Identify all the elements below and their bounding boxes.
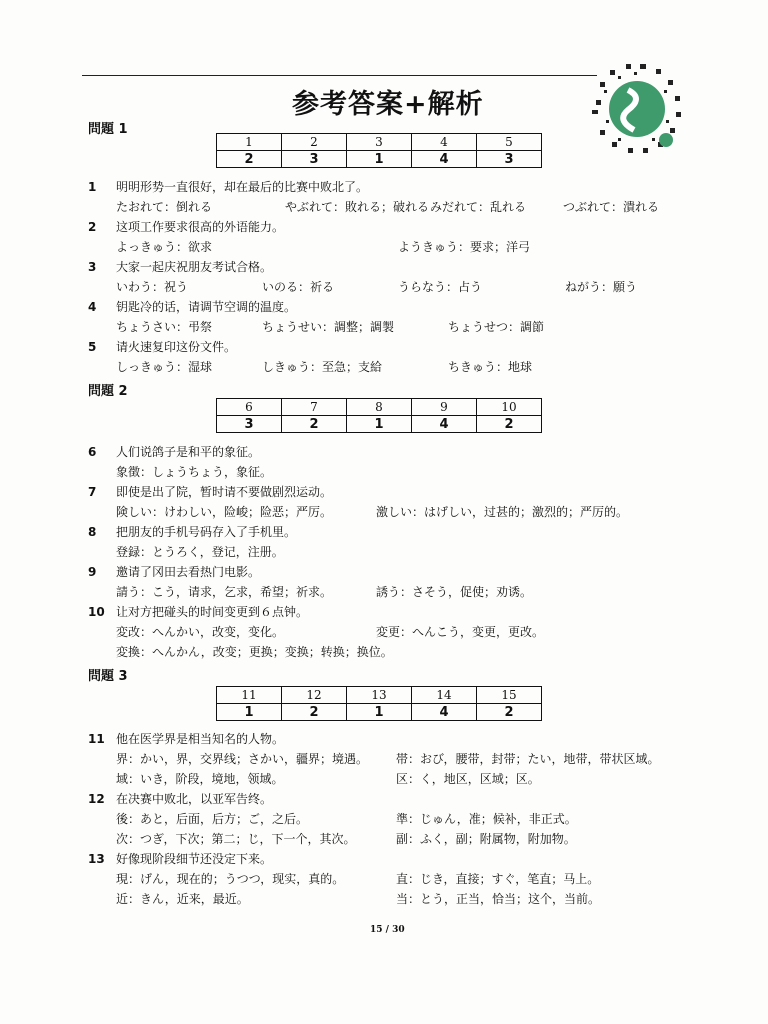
question-sentence: 即使是出了院，暂时请不要做剧烈运动。 (116, 485, 333, 499)
vocab-note: 象徴：しょうちょう，象征。 (116, 465, 273, 479)
question-line (88, 730, 284, 747)
vocab-note: 帯：おび，腰带，封带；たい，地带，带状区域。 (396, 752, 660, 766)
question-sentence: 钥匙冷的话，请调节空调的温度。 (116, 300, 297, 314)
question-number: 6 (88, 445, 97, 459)
question-number: 7 (88, 485, 97, 499)
vocab-note: 登録：とうろく，登记，注册。 (116, 545, 284, 559)
vocab-note: 変更：へんこう，变更，更改。 (376, 625, 545, 639)
question-line (88, 790, 272, 807)
question-number: 14 (412, 687, 477, 704)
vocab-note: 区：く，地区，区域；区。 (396, 772, 540, 786)
question-number: 15 (477, 687, 542, 704)
question-number: 1 (88, 180, 97, 194)
question-line (88, 258, 272, 275)
vocab-note: つぶれて：潰れる (563, 200, 660, 214)
question-number: 10 (477, 399, 542, 416)
vocab-note: たおれて：倒れる (116, 200, 213, 214)
question-number: 2 (88, 220, 97, 234)
question-number: 6 (217, 399, 282, 416)
question-number: 4 (88, 300, 97, 314)
question-sentence: 他在医学界是相当知名的人物。 (116, 732, 285, 746)
question-sentence: 这项工作要求很高的外语能力。 (116, 220, 285, 234)
question-sentence: 把朋友的手机号码存入了手机里。 (116, 525, 297, 539)
vocab-note: しきゅう：至急；支給 (262, 360, 383, 374)
question-line (88, 563, 260, 580)
question-number: 3 (88, 260, 97, 274)
vocab-note: 険しい：けわしい，险峻；险恶；严厉。 (116, 505, 333, 519)
vocab-note: ねがう：願う (565, 280, 638, 294)
answer-cell: 3 (477, 151, 542, 168)
vocab-note: ちきゅう：地球 (448, 360, 533, 374)
vocab-note: いのる：祈る (262, 280, 335, 294)
answer-cell: 3 (282, 151, 347, 168)
vocab-note: 近：きん，近来，最近。 (116, 892, 249, 906)
section-label: 問題 1 (88, 122, 128, 137)
question-number: 2 (282, 134, 347, 151)
vocab-note: やぶれて：敗れる；破れる (285, 200, 430, 214)
vocab-note: 変改：へんかい，改变，变化。 (116, 625, 285, 639)
vocab-note: ちょうせい：調整；調製 (262, 320, 395, 334)
header-rule (82, 75, 597, 76)
vocab-note: いわう：祝う (116, 280, 189, 294)
vocab-note: 界：かい，界，交界线；さかい，疆界；境遇。 (116, 752, 369, 766)
question-number: 9 (88, 565, 97, 579)
question-number: 1 (217, 134, 282, 151)
question-sentence: 人们说鸽子是和平的象征。 (116, 445, 261, 459)
question-sentence: 邀请了冈田去看热门电影。 (116, 565, 261, 579)
answer-cell: 1 (217, 704, 282, 721)
vocab-note: 誘う：さそう，促使；劝诱。 (376, 585, 533, 599)
question-sentence: 让对方把碰头的时间变更到６点钟。 (116, 605, 309, 619)
question-line (88, 603, 308, 620)
answer-cell: 4 (412, 704, 477, 721)
answer-cell: 1 (347, 416, 412, 433)
question-sentence: 在决赛中败北，以亚军告终。 (116, 792, 273, 806)
question-number: 12 (282, 687, 347, 704)
vocab-note: 激しい：はげしい，过甚的；激烈的；严厉的。 (376, 505, 629, 519)
question-number: 9 (412, 399, 477, 416)
vocab-note: 変換：へんかん，改变；更换；变换；转换；换位。 (116, 645, 393, 659)
vocab-note: ちょうさい：弔祭 (116, 320, 213, 334)
question-number: 10 (88, 605, 105, 619)
answer-cell: 2 (217, 151, 282, 168)
question-line (88, 850, 272, 867)
question-number: 11 (217, 687, 282, 704)
question-sentence: 好像现阶段细节还没定下来。 (116, 852, 273, 866)
question-number: 8 (347, 399, 412, 416)
question-line (88, 338, 236, 355)
question-number: 12 (88, 792, 105, 806)
question-sentence: 明明形势一直很好，却在最后的比赛中败北了。 (116, 180, 369, 194)
vocab-note: 域：いき，阶段，境地，领域。 (116, 772, 284, 786)
question-number: 13 (88, 852, 105, 866)
vocab-note: ようきゅう：要求；洋弓 (398, 240, 531, 254)
vocab-note: 当：とう，正当，恰当；这个，当前。 (396, 892, 601, 906)
qr-code-icon (588, 60, 686, 158)
question-number: 11 (88, 732, 105, 746)
vocab-note: ちょうせつ：調節 (448, 320, 545, 334)
vocab-note: 現：げん，现在的；うつつ，现实，真的。 (116, 872, 345, 886)
answer-table (216, 398, 542, 433)
answer-cell: 2 (477, 416, 542, 433)
question-number: 7 (282, 399, 347, 416)
question-sentence: 大家一起庆祝朋友考试合格。 (116, 260, 273, 274)
answer-cell: 1 (347, 151, 412, 168)
section-label: 問題 3 (88, 669, 128, 684)
question-line (88, 483, 332, 500)
page-number: 15 / 30 (370, 925, 405, 935)
answer-cell: 2 (282, 704, 347, 721)
question-number: 4 (412, 134, 477, 151)
answer-cell: 2 (282, 416, 347, 433)
vocab-note: しっきゅう：湿球 (116, 360, 213, 374)
question-line (88, 523, 296, 540)
answer-cell: 2 (477, 704, 542, 721)
question-number: 3 (347, 134, 412, 151)
question-line (88, 443, 260, 460)
question-number: 5 (88, 340, 97, 354)
question-sentence: 请火速复印这份文件。 (116, 340, 237, 354)
vocab-note: 副：ふく，副；附属物，附加物。 (396, 832, 576, 846)
vocab-note: 請う：こう，请求，乞求，希望；祈求。 (116, 585, 333, 599)
vocab-note: 後：あと，后面，后方；ご，之后。 (116, 812, 309, 826)
answer-cell: 3 (217, 416, 282, 433)
vocab-note: よっきゅう：欲求 (116, 240, 213, 254)
question-number: 13 (347, 687, 412, 704)
section-label: 問題 2 (88, 384, 128, 399)
page-title: 参考答案+解析 (292, 89, 484, 120)
answer-cell: 4 (412, 416, 477, 433)
vocab-note: うらなう：占う (398, 280, 483, 294)
answer-table (216, 686, 542, 721)
question-line (88, 298, 296, 315)
question-number: 5 (477, 134, 542, 151)
question-line (88, 218, 284, 235)
vocab-note: 直：じき，直接；すぐ，笔直；马上。 (396, 872, 600, 886)
question-line (88, 178, 368, 195)
vocab-note: 準：じゅん，准；候补，非正式。 (396, 812, 577, 826)
vocab-note: みだれて：乱れる (430, 200, 527, 214)
answer-cell: 4 (412, 151, 477, 168)
answer-cell: 1 (347, 704, 412, 721)
vocab-note: 次：つぎ，下次；第二；じ，下一个，其次。 (116, 832, 356, 846)
question-number: 8 (88, 525, 97, 539)
answer-table (216, 133, 542, 168)
